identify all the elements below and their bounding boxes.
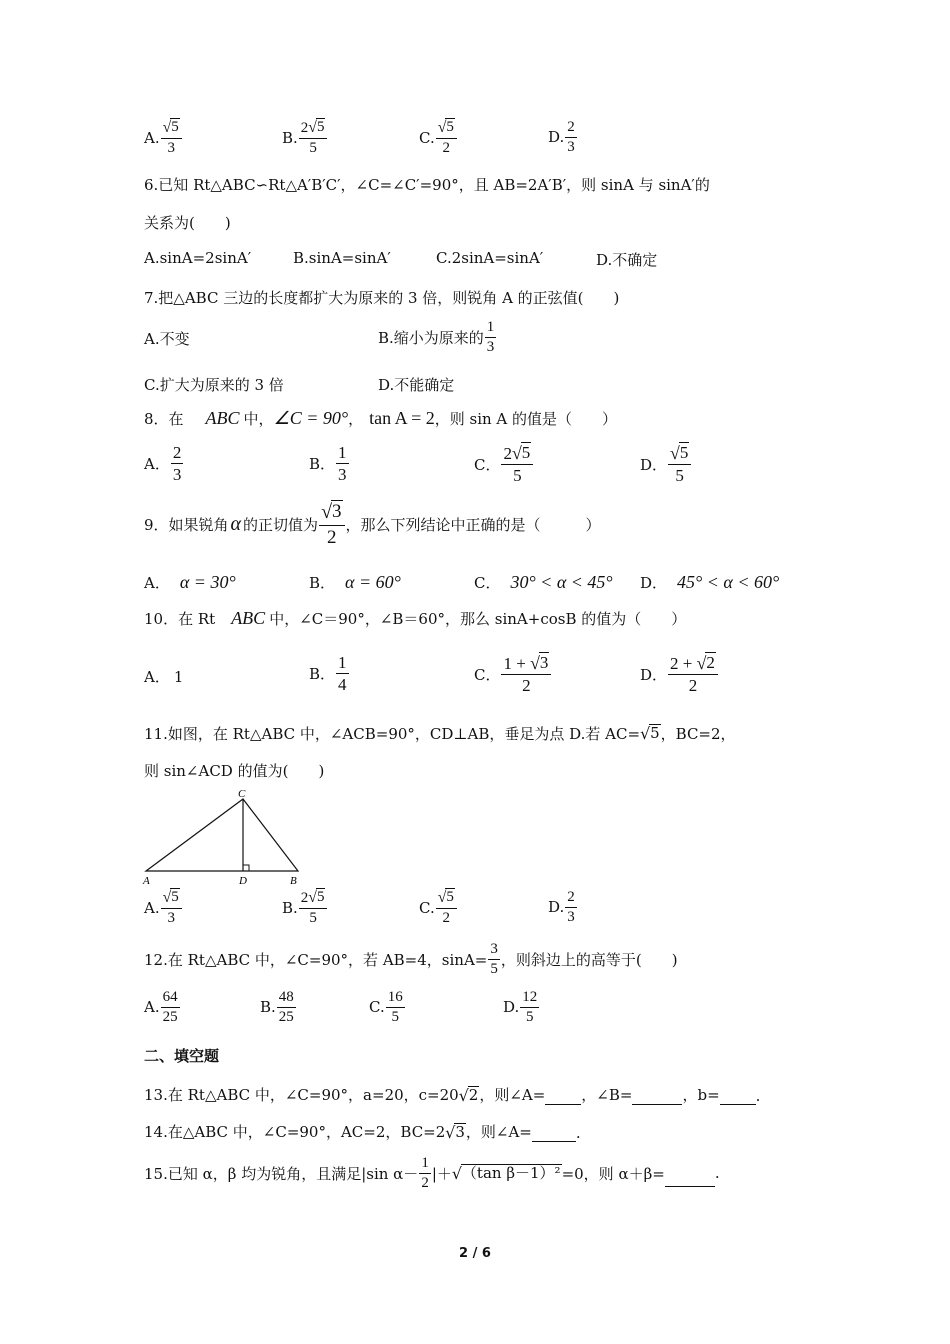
q7-stem: 7.把△ABC 三边的长度都扩大为原来的 3 倍，则锐角 A 的正弦值( ) [144,289,620,307]
q8-option-b: B． $\frac{1}{3}$ [309,443,347,485]
q11-stem-line2: 则 sin∠ACD 的值为( ) [144,762,325,780]
q15-blank-sum[interactable] [665,1172,715,1187]
section-title-fill-blank: 二、填空题 [144,1047,220,1065]
triangle-abc [146,799,298,871]
q12-option-d: D. $\frac{12}{5}$ [503,989,538,1025]
q10-stem: 10．在 Rt ABC 中，∠C＝90°，∠B＝60°，那么 sinA+cosB 的值为（ ） [144,608,687,628]
q6-option-d: D.不确定 [596,251,658,269]
q7-option-c: C.扩大为原来的 3 倍 [144,376,284,394]
q10-option-c: C． 1 + √ 3 2 [474,652,552,697]
q13-stem: 13.在 Rt△ABC 中，∠C=90°，a=20，c=20 √ 2 ，则∠A= ，∠B= ，b= . [144,1086,761,1105]
page-number: 2 / 6 [459,1246,491,1261]
q10-option-b: B． $\frac{1}{4}$ [309,653,347,695]
q6-option-a: A.sinA=2sinA′ [144,249,252,267]
q9-option-b: B． α = 60° [309,572,401,592]
q11-option-c: C. √ 5 2 [419,888,458,928]
q11-option-b: B. 2 √ 5 5 [282,888,328,928]
label-d: D [239,875,247,887]
q12-option-b: B. $\frac{48}{25}$ [260,989,294,1025]
q9-option-c: C． 30° < α < 45° [474,572,613,592]
q10-option-a: A． 1 [144,667,184,686]
q15-stem: 15.已知 α，β 均为锐角，且满足|sin α－ $\frac{1}{2}$ |＋ √ （tan β－1）² =0，则 α＋β= . [144,1155,720,1191]
q11-option-a: A. √ 5 3 [144,888,183,928]
q12-option-c: C. $\frac{16}{5}$ [369,989,403,1025]
q14-blank-angle-a[interactable] [532,1127,576,1142]
q12-stem: 12.在 Rt△ABC 中，∠C=90°，若 AB=4，sinA= $\frac{3}{5}$ ，则斜边上的高等于( ) [144,941,678,977]
label-a: A [143,875,150,887]
q7-option-d: D.不能确定 [378,376,455,394]
q6-option-b: B.sinA=sinA′ [293,249,391,267]
q9-stem: 9．如果锐角 α 的正切值为 √ 3 2 ，那么下列结论中正确的是（ ） [144,501,601,548]
q7-option-b: B.缩小为原来的 $\frac{1}{3}$ [378,319,495,355]
q10-option-d: D． 2 + √ 2 2 [640,652,719,697]
q11-stem-line1: 11.如图，在 Rt△ABC 中，∠ACB=90°，CD⊥AB，垂足为点 D.若 AC= √ 5 ，BC=2， [144,724,736,743]
q11-option-d: D. $\frac{2}{3}$ [548,889,575,925]
q12-option-a: A. $\frac{64}{25}$ [144,989,178,1025]
label-c: C [238,788,246,800]
q7-option-a: A.不变 [144,330,190,348]
q6-stem-line1: 6.已知 Rt△ABC∽Rt△A′B′C′，∠C=∠C′=90°，且 AB=2A′B′，则 sinA 与 sinA′的 [144,176,710,194]
q8-option-c: C． 2 √ 5 5 [474,442,534,487]
q6-stem-line2: 关系为( ) [144,214,231,232]
q9-option-d: D． 45° < α < 60° [640,572,780,592]
q8-stem: 8．在 ABC 中， ∠C = 90° ， tan A = 2 ，则 sin A 的值是（ ） [144,408,618,428]
q13-blank-b[interactable] [720,1090,756,1105]
q6-option-c: C.2sinA=sinA′ [436,249,544,267]
right-angle-mark [243,865,249,871]
q14-stem: 14.在△ABC 中，∠C=90°，AC=2，BC=2 √ 3 ，则∠A= . [144,1123,581,1142]
q11-triangle-figure [136,786,316,888]
q8-option-d: D． √ 5 5 [640,442,692,487]
q13-blank-angle-a[interactable] [545,1090,581,1105]
q9-option-a: A． α = 30° [144,572,236,592]
q5-option-b: B. 2 √ 5 5 [282,118,328,158]
q5-option-d: D. $\frac{2}{3}$ [548,119,575,155]
q5-option-a: A. √ 5 3 [144,118,183,158]
q5-option-c: C. √ 5 2 [419,118,458,158]
q13-blank-angle-b[interactable] [632,1090,682,1105]
q8-option-a: A． $\frac{2}{3}$ [144,443,182,485]
label-b: B [290,875,297,887]
